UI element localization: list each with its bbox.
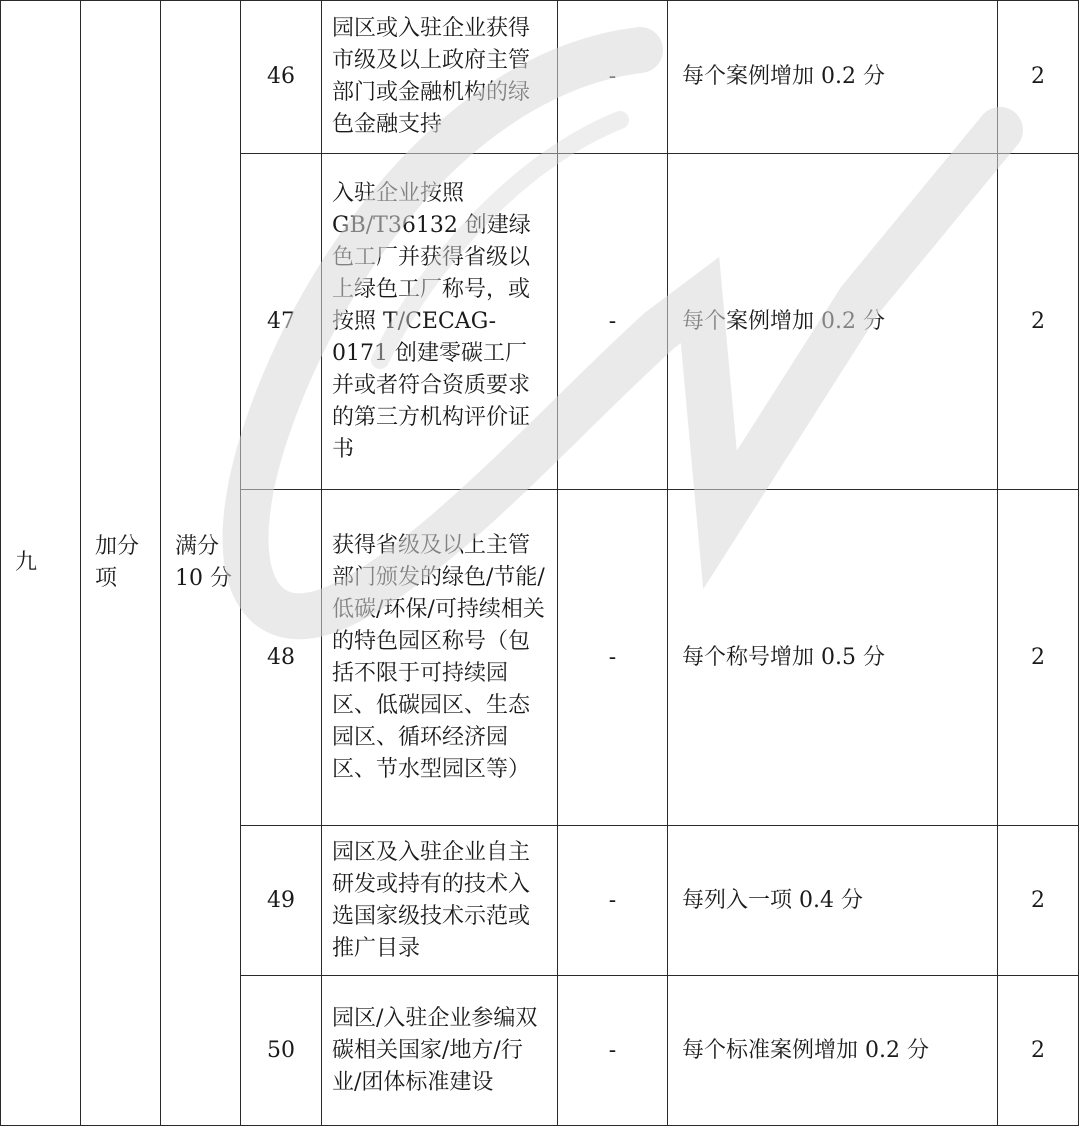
item-max-score: 2 [998,154,1079,490]
section-cap: 满分 10 分 [175,534,232,591]
item-max-score: 2 [998,826,1079,976]
item-number: 49 [241,826,322,976]
item-criterion: 园区/入驻企业参编双碳相关国家/地方/行业/团体标准建设 [322,976,558,1126]
item-max-score: 2 [998,976,1079,1126]
item-reference: - [558,826,668,976]
item-number: 47 [241,154,322,490]
section-name-cell [81,1,161,1126]
item-scoring-rule: 每个案例增加 0.2 分 [668,1,998,154]
table-row [1,1,1079,154]
item-max-score: 2 [998,1,1079,154]
item-criterion: 获得省级及以上主管部门颁发的绿色/节能/低碳/环保/可持续相关的特色园区称号（包括不限于可持续园区、低碳园区、生态园区、循环经济园区、节水型园区等） [322,490,558,826]
section-number-cell [1,1,81,1126]
item-criterion: 园区或入驻企业获得市级及以上政府主管部门或金融机构的绿色金融支持 [322,1,558,154]
item-reference: - [558,1,668,154]
item-scoring-rule: 每列入一项 0.4 分 [668,826,998,976]
item-reference: - [558,490,668,826]
item-scoring-rule: 每个标准案例增加 0.2 分 [668,976,998,1126]
item-scoring-rule: 每个称号增加 0.5 分 [668,490,998,826]
item-number: 48 [241,490,322,826]
item-criterion: 园区及入驻企业自主研发或持有的技术入选国家级技术示范或推广目录 [322,826,558,976]
section-name: 加分项 [95,534,140,591]
item-number: 46 [241,1,322,154]
section-cap-cell [161,1,241,1126]
item-reference: - [558,154,668,490]
section-number: 九 [15,550,38,575]
item-max-score: 2 [998,490,1079,826]
item-number: 50 [241,976,322,1126]
item-reference: - [558,976,668,1126]
item-criterion: 入驻企业按照 GB/T36132 创建绿色工厂并获得省级以上绿色工厂称号，或按照 T/CECAG-0171 创建零碳工厂并或者符合资质要求的第三方机构评价证书 [322,154,558,490]
item-scoring-rule: 每个案例增加 0.2 分 [668,154,998,490]
